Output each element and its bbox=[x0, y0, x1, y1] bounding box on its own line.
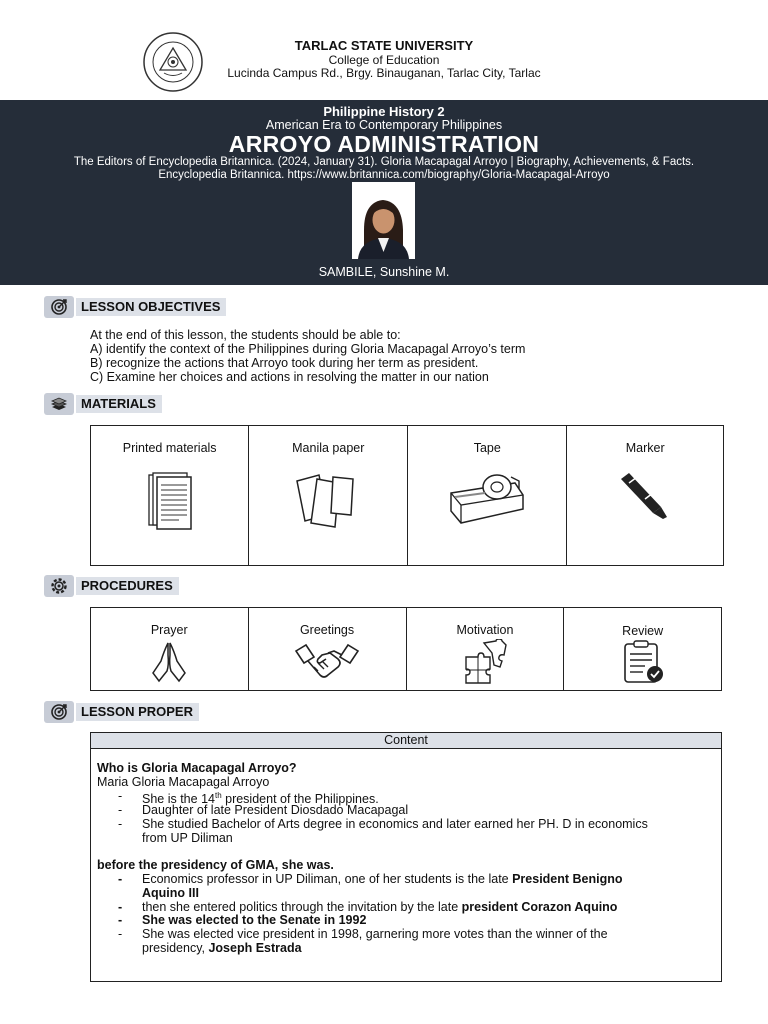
objective-item: C) Examine her choices and actions in resolving the matter in our nation bbox=[90, 370, 489, 384]
list-item bbox=[142, 872, 623, 886]
bullet-dash: - bbox=[118, 789, 123, 803]
college-name: College of Education bbox=[328, 53, 440, 67]
gear-icon bbox=[44, 575, 74, 597]
text-span: Economics professor in UP Diliman, one of her students is the late bbox=[142, 872, 513, 886]
material-cell bbox=[408, 426, 567, 566]
university-seal bbox=[142, 31, 204, 93]
author-name: SAMBILE, Sunshine M. bbox=[318, 265, 450, 279]
text-span: then she entered politics through the invitation by the late bbox=[142, 900, 462, 914]
material-label: Tape bbox=[473, 441, 501, 455]
section-lesson-proper bbox=[44, 703, 199, 721]
bullet-dash: - bbox=[118, 927, 123, 941]
page-title: ARROYO ADMINISTRATION bbox=[228, 131, 540, 157]
procedure-label: Prayer bbox=[150, 623, 188, 637]
materials-table bbox=[90, 425, 724, 566]
bold-text: Joseph Estrada bbox=[208, 941, 302, 955]
list-item-continued: Aquino III bbox=[142, 886, 199, 900]
university-name: TARLAC STATE UNIVERSITY bbox=[294, 38, 474, 53]
procedure-cell bbox=[564, 608, 722, 691]
material-label: Printed materials bbox=[122, 441, 217, 455]
material-cell bbox=[249, 426, 408, 566]
clipboard-check-icon bbox=[565, 640, 720, 689]
section-materials bbox=[44, 395, 162, 413]
campus-address: Lucinda Campus Rd., Brgy. Binauganan, Tarlac City, Tarlac bbox=[227, 66, 541, 80]
text-span: president of the Philippines. bbox=[221, 792, 379, 807]
list-item: Daughter of late President Diosdado Macapagal bbox=[142, 803, 409, 817]
objective-item: B) recognize the actions that Arroyo took during her term as president. bbox=[90, 356, 479, 370]
procedure-cell bbox=[406, 608, 564, 691]
section-title: LESSON OBJECTIVES bbox=[76, 298, 226, 316]
paper-sheets-icon bbox=[250, 471, 406, 536]
procedure-label: Greetings bbox=[299, 623, 355, 637]
course-subtitle: American Era to Contemporary Philippines bbox=[265, 118, 503, 132]
list-item: She studied Bachelor of Arts degree in economics and later earned her PH. D in economics bbox=[142, 817, 648, 831]
objective-item: A) identify the context of the Philippines during Gloria Macapagal Arroyo’s term bbox=[90, 342, 526, 356]
bullet-dash: - bbox=[118, 872, 123, 886]
bullet-dash: - bbox=[118, 803, 123, 817]
superscript: th bbox=[214, 791, 222, 800]
objectives-intro: At the end of this lesson, the students should be able to: bbox=[90, 328, 401, 342]
section-procedures bbox=[44, 577, 179, 595]
procedure-cell bbox=[248, 608, 406, 691]
question-heading: Who is Gloria Macapagal Arroyo? bbox=[97, 761, 297, 775]
marker-icon bbox=[568, 469, 722, 526]
praying-hands-icon bbox=[92, 641, 247, 686]
citation-line-1: The Editors of Encyclopedia Britannica. (2024, January 31). Gloria Macapagal Arroyo | Biography, Achievements, & Facts. bbox=[73, 156, 695, 168]
text-span: presidency, bbox=[142, 941, 209, 955]
handshake-icon bbox=[250, 641, 405, 686]
citation-line-2: Encyclopedia Britannica. https://www.britannica.com/biography/Gloria-Macapagal-Arroyo bbox=[158, 169, 610, 181]
author-photo bbox=[352, 182, 415, 259]
table-header: Content bbox=[91, 733, 721, 749]
procedures-table bbox=[90, 607, 722, 691]
books-icon bbox=[44, 393, 74, 415]
target-icon bbox=[44, 296, 74, 318]
list-item-continued bbox=[142, 941, 302, 955]
procedure-label: Review bbox=[622, 624, 664, 638]
material-cell bbox=[567, 426, 724, 566]
section-title: LESSON PROPER bbox=[76, 703, 199, 721]
procedure-label: Motivation bbox=[456, 623, 514, 637]
material-cell bbox=[91, 426, 249, 566]
bold-text: President Benigno bbox=[512, 872, 623, 886]
bullet-dash: - bbox=[118, 817, 123, 831]
tape-dispenser-icon bbox=[409, 465, 565, 532]
procedure-cell bbox=[91, 608, 249, 691]
list-item-continued: from UP Diliman bbox=[142, 831, 233, 845]
section-title: MATERIALS bbox=[76, 395, 162, 413]
documents-icon bbox=[92, 471, 247, 534]
bold-text: president Corazon Aquino bbox=[461, 900, 618, 914]
question-heading: before the presidency of GMA, she was. bbox=[97, 858, 334, 872]
material-label: Marker bbox=[625, 441, 665, 455]
course-name: Philippine History 2 bbox=[323, 104, 445, 119]
list-item: She was elected to the Senate in 1992 bbox=[142, 913, 367, 927]
section-title: PROCEDURES bbox=[76, 577, 179, 595]
list-item: She was elected vice president in 1998, garnering more votes than the winner of the bbox=[142, 927, 608, 941]
bullet-dash: - bbox=[118, 900, 123, 914]
bullet-dash: - bbox=[118, 913, 123, 927]
text-span: She is the 14 bbox=[142, 792, 215, 807]
full-name: Maria Gloria Macapagal Arroyo bbox=[97, 775, 270, 789]
section-lesson-objectives bbox=[44, 298, 226, 316]
target-icon bbox=[44, 701, 74, 723]
puzzle-icon bbox=[408, 639, 563, 688]
list-item bbox=[142, 900, 617, 914]
material-label: Manila paper bbox=[292, 441, 365, 455]
